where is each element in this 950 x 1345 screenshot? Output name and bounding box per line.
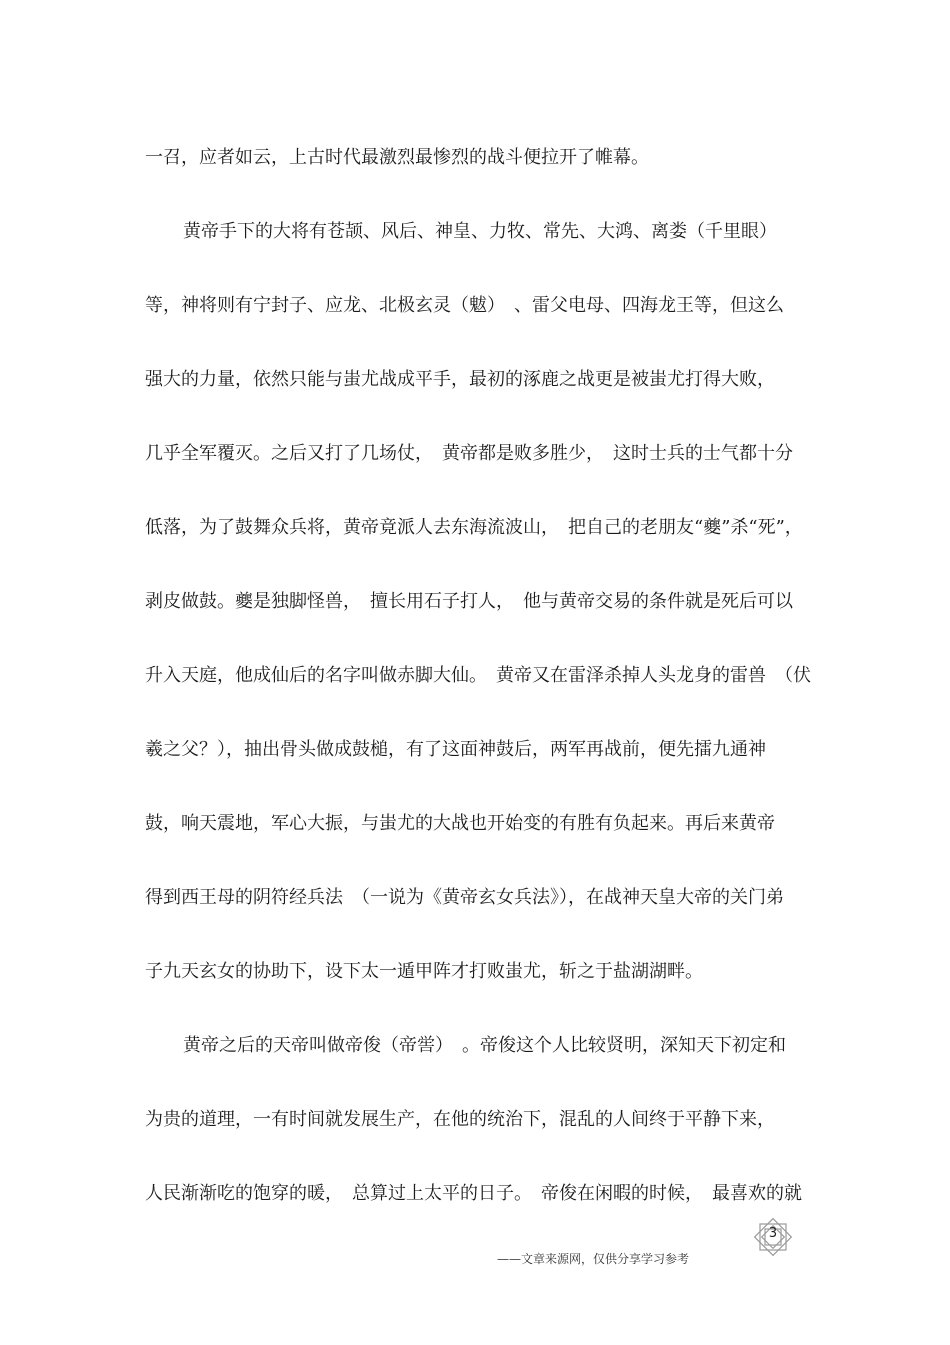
text-line-5: 几乎全军覆灭。之后又打了几场仗， 黄帝都是败多胜少， 这时士兵的士气都十分 xyxy=(145,443,793,464)
text-line-8: 升入天庭，他成仙后的名字叫做赤脚大仙。 黄帝又在雷泽杀掉人头龙身的雷兽 （伏 xyxy=(145,665,811,686)
page-number: 3 xyxy=(768,1226,778,1241)
text-line-4: 强大的力量，依然只能与蚩尤战成平手，最初的涿鹿之战更是被蚩尤打得大败， xyxy=(145,369,775,390)
text-line-12: 子九天玄女的协助下，设下太一遁甲阵才打败蚩尤，斩之于盐湖湖畔。 xyxy=(145,961,703,982)
text-line-14: 为贵的道理，一有时间就发展生产，在他的统治下，混乱的人间终于平静下来， xyxy=(145,1109,775,1130)
source-footnote: ——文章来源网，仅供分享学习参考 xyxy=(497,1252,690,1266)
text-line-7: 剥皮做鼓。夔是独脚怪兽， 擅长用石子打人， 他与黄帝交易的条件就是死后可以 xyxy=(145,591,793,612)
text-line-13: 黄帝之后的天帝叫做帝俊（帝喾） 。帝俊这个人比较贤明，深知天下初定和 xyxy=(183,1035,786,1056)
text-line-1: 一召，应者如云，上古时代最激烈最惨烈的战斗便拉开了帷幕。 xyxy=(145,147,649,168)
text-line-2: 黄帝手下的大将有苍颉、风后、神皇、力牧、常先、大鸿、离娄（千里眼） xyxy=(183,221,777,242)
text-line-9: 羲之父？），抽出骨头做成鼓槌，有了这面神鼓后，两军再战前，便先擂九通神 xyxy=(145,739,766,760)
text-line-10: 鼓，响天震地，军心大振，与蚩尤的大战也开始变的有胜有负起来。再后来黄帝 xyxy=(145,813,775,834)
text-line-15: 人民渐渐吃的饱穿的暖， 总算过上太平的日子。 帝俊在闲暇的时候， 最喜欢的就 xyxy=(145,1183,802,1204)
text-line-3: 等，神将则有宁封子、应龙、北极玄灵（魃） 、雷父电母、四海龙王等，但这么 xyxy=(145,295,784,316)
text-line-6: 低落，为了鼓舞众兵将，黄帝竟派人去东海流波山， 把自己的老朋友“夔”杀“死”， xyxy=(145,517,803,538)
text-line-11: 得到西王母的阴符经兵法 （一说为《黄帝玄女兵法》），在战神天皇大帝的关门弟 xyxy=(145,887,784,908)
